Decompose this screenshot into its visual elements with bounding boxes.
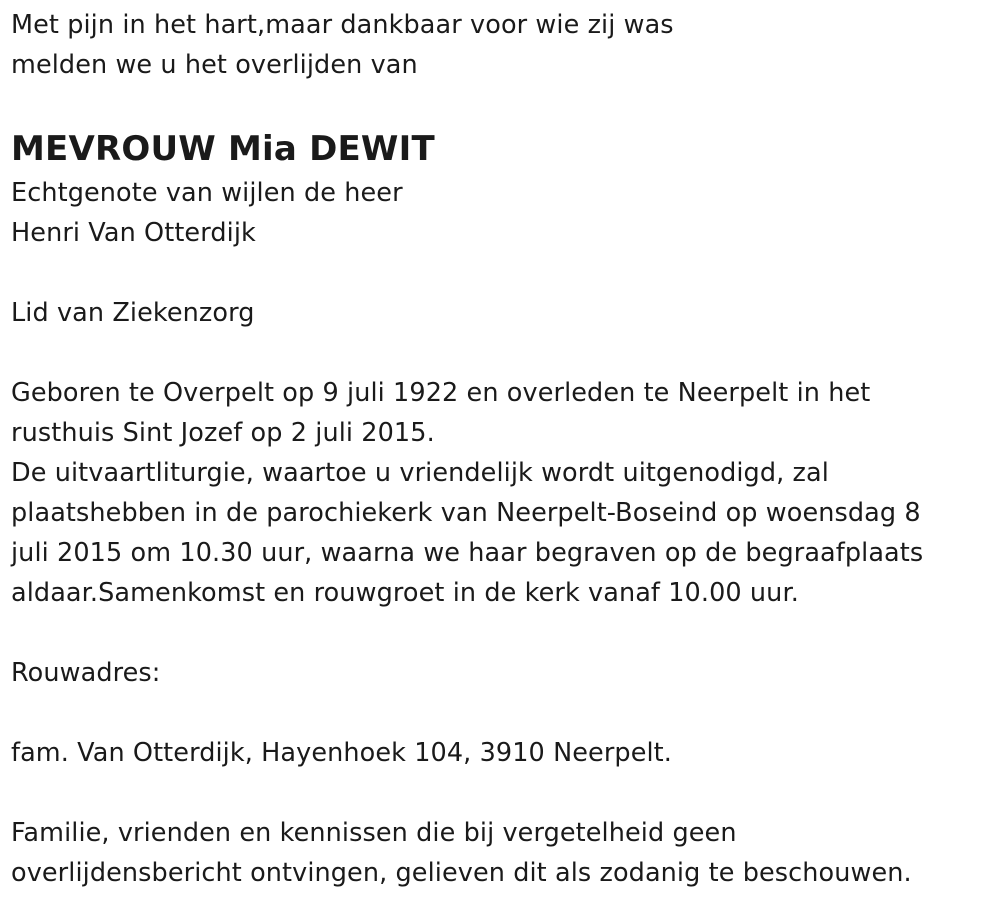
address-label: Rouwadres: — [11, 658, 161, 688]
intro-line-2: melden we u het overlijden van — [11, 50, 418, 80]
details-line-4: plaatshebben in de parochiekerk van Neerpelt-Boseind op woensdag 8 — [11, 498, 921, 528]
details-line-2: rusthuis Sint Jozef op 2 juli 2015. — [11, 418, 435, 448]
spacer — [11, 773, 986, 813]
closing-line-1: Familie, vrienden en kennissen die bij vergetelheid geen — [11, 818, 737, 848]
details-line-5: juli 2015 om 10.30 uur, waarna we haar begraven op de begraafplaats — [11, 538, 924, 568]
details-line-6: aldaar.Samenkomst en rouwgroet in de kerk vanaf 10.00 uur. — [11, 578, 799, 608]
spacer — [11, 333, 986, 373]
membership-line: Lid van Ziekenzorg — [11, 298, 255, 328]
closing-line-2: overlijdensbericht ontvingen, gelieven dit als zodanig te beschouwen. — [11, 858, 912, 888]
spouse-line-2: Henri Van Otterdijk — [11, 218, 256, 248]
deceased-name: MEVROUW Mia DEWIT — [11, 129, 435, 169]
spouse-line-1: Echtgenote van wijlen de heer — [11, 178, 403, 208]
spacer — [11, 613, 986, 653]
address-line: fam. Van Otterdijk, Hayenhoek 104, 3910 Neerpelt. — [11, 738, 672, 768]
details-line-1: Geboren te Overpelt op 9 juli 1922 en overleden te Neerpelt in het — [11, 378, 871, 408]
spacer — [11, 253, 986, 293]
obituary-notice — [11, 5, 986, 893]
spacer — [11, 693, 986, 733]
details-line-3: De uitvaartliturgie, waartoe u vriendelijk wordt uitgenodigd, zal — [11, 458, 829, 488]
intro-line-1: Met pijn in het hart,maar dankbaar voor wie zij was — [11, 10, 674, 40]
